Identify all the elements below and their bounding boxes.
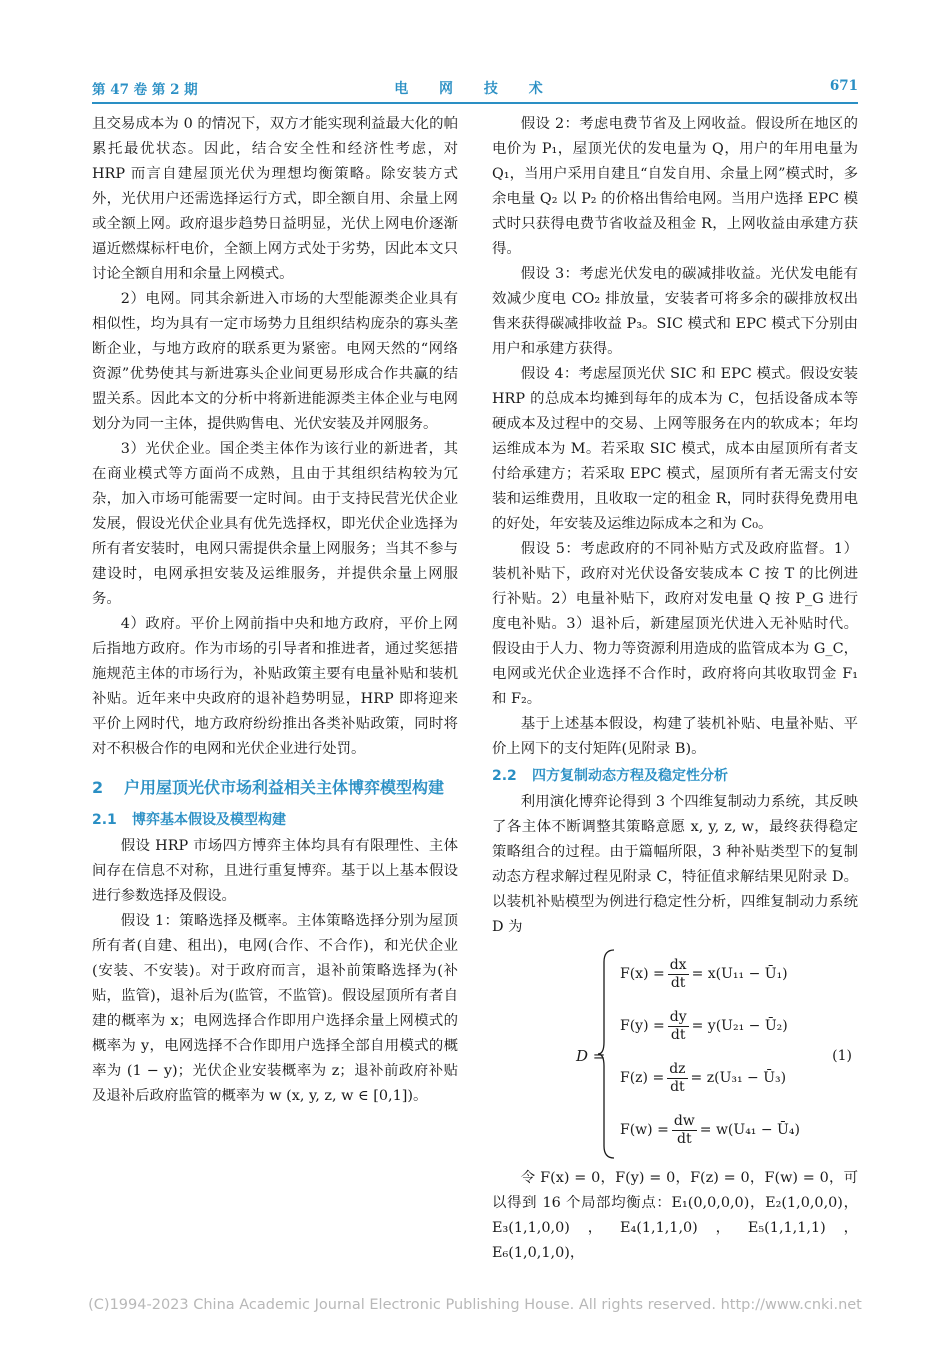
paragraph: 令 F(x) = 0，F(y) = 0，F(z) = 0，F(w) = 0，可以得到 16 个局部均衡点：E₁(0,0,0,0)，E₂(1,0,0,0)，E₃(1,1,0,0)，E₄(1,1,1,0)，E₅(1,1,1,1)，E₆(1,0,1,0)， [492, 1170, 858, 1261]
journal-name: 电 网 技 术 [394, 81, 556, 97]
paragraph: 基于上述基本假设，构建了装机补贴、电量补贴、平价上网下的支付矩阵(见附录 B)。 [492, 716, 858, 757]
equation-line [620, 1000, 820, 1052]
derivative-fraction [672, 1113, 697, 1148]
paragraph: 假设 3：考虑光伏发电的碳减排收益。光伏发电能有效减少度电 CO₂ 排放量，安装者可将多余的碳排放权出售来获得碳减排收益 P₃。SIC 模式和 EPC 模式下分别由用户和承建方获得。 [492, 266, 858, 357]
fraction-denominator: dt [676, 1130, 692, 1147]
equation-left: F(z) = [620, 1069, 665, 1086]
fraction-denominator: dt [670, 1026, 686, 1043]
equation-line [620, 1104, 820, 1156]
paragraph: 且交易成本为 0 的情况下，双方才能实现利益最大化的帕累托最优状态。因此，结合安全性和经济性考虑，对 HRP 而言自建屋顶光伏为理想均衡策略。除安装方式外，光伏用户还需选择运行方式，即全额自用、余量上网或全额上网。政府退步趋势日益明显，光伏上网电价逐渐逼近燃煤标杆电价，全额上网方式处于劣势，因此本文只讨论全额自用和余量上网模式。 [92, 116, 458, 282]
paragraph: 假设 2：考虑电费节省及上网收益。假设所在地区的电价为 P₁，屋顶光伏的发电量为 Q，用户的年用电量为 Q₁，当用户采用自建且“自发自用、余量上网”模式时，多余电量 Q₂ 以 P₂ 的价格出售给电网。当用户选择 EPC 模式时只获得电费节省收益及租金 R，上网收益由承建方获得。 [492, 116, 858, 257]
equation-right: = w(U₄₁ − Ū₄) [699, 1121, 800, 1138]
section-heading [92, 775, 458, 800]
equation-left: F(w) = [620, 1121, 669, 1138]
equation-left: F(x) = [620, 965, 665, 982]
paragraph: 假设 4：考虑屋顶光伏 SIC 和 EPC 模式。假设安装 HRP 的总成本均摊到每年的成本为 C，包括设备成本等硬成本及过程中的交易、上网等服务在内的软成本；年均运维成本为 M。若采取 SIC 模式，成本由屋顶所有者支付给承建方；若采取 EPC 模式，屋顶所有者无需支付安装和运维费用，且收取一定的租金 R，同时获得免费用电的好处，年安装及运维边际成本之和为 C₀。 [492, 366, 858, 532]
fraction-denominator: dt [670, 1078, 685, 1095]
running-header [92, 78, 858, 102]
subsection-title: 博弈基本假设及模型构建 [132, 812, 286, 828]
equation-line [620, 948, 820, 1000]
equation-block [492, 944, 858, 1164]
subsection-number: 2.1 [92, 812, 117, 828]
right-column [492, 112, 858, 1266]
paragraph: 3）光伏企业。国企类主体作为该行业的新进者，其在商业模式等方面尚不成熟，且由于其组织结构较为冗杂，加入市场可能需要一定时间。由于支持民营光伏企业发展，假设光伏企业具有优先选择权，即光伏企业选择为所有者安装时，电网只需提供余量上网服务；当其不参与建设时，电网承担安装及运维服务，并提供余量上网服务。 [92, 441, 458, 607]
equation-lhs: D = [576, 1047, 606, 1065]
equation-line [620, 1052, 820, 1104]
fraction-numerator: dz [669, 1060, 686, 1077]
subsection-number: 2.2 [492, 768, 517, 784]
fraction-numerator: dw [673, 1112, 695, 1129]
subsection-heading [92, 808, 458, 833]
equation-right: = z(U₃₁ − Ū₃) [690, 1069, 787, 1086]
equation-number: (1) [832, 1048, 852, 1064]
subsection-heading [492, 764, 858, 789]
derivative-fraction [668, 957, 689, 992]
fraction-numerator: dx [669, 956, 687, 973]
fraction-numerator: dy [669, 1008, 687, 1025]
paragraph: 假设 5：考虑政府的不同补贴方式及政府监督。1）装机补贴下，政府对光伏设备安装成本 C 按 T 的比例进行补贴。2）电量补贴下，政府对发电量 Q 按 P_G 进行度电补贴。3）退补后，新建屋顶光伏进入无补贴时代。假设由于人力、物力等资源利用造成的监管成本为 G_C，电网或光伏企业选择不合作时，政府将向其收取罚金 F₁ 和 F₂。 [492, 541, 858, 707]
journal-issue: 第 47 卷 第 2 期 [92, 82, 198, 98]
page-number: 671 [829, 78, 858, 94]
section-number: 2 [92, 778, 104, 797]
derivative-fraction [668, 1009, 689, 1044]
left-column [92, 112, 458, 1109]
paragraph: 利用演化博弈论得到 3 个四维复制动力系统，其反映了各主体不断调整其策略意愿 x, y, z, w，最终获得稳定策略组合的过程。由于篇幅所限，3 种补贴类型下的复制动态方程求解过程见附录 C，特征值求解结果见附录 D。以装机补贴模型为例进行稳定性分析，四维复制动力系统 D 为 [492, 794, 858, 935]
derivative-fraction [667, 1061, 687, 1096]
section-title: 户用屋顶光伏市场利益相关主体博弈模型构建 [124, 778, 445, 797]
equation-right: = x(U₁₁ − Ū₁) [691, 965, 788, 982]
subsection-title: 四方复制动态方程及稳定性分析 [532, 768, 728, 784]
curly-brace-icon [596, 948, 618, 1160]
equation-lines [620, 948, 820, 1156]
fraction-denominator: dt [670, 974, 686, 991]
copyright-footer: (C)1994-2023 China Academic Journal Electronic Publishing House. All rights reserved. http://www.cnki.net [88, 1297, 862, 1313]
equation-left: F(y) = [620, 1017, 665, 1034]
paragraph: 假设 1：策略选择及概率。主体策略选择分别为屋顶所有者(自建、租出)，电网(合作、不合作)，和光伏企业(安装、不安装)。对于政府而言，退补前策略选择为(补贴，监管)，退补后为(监管，不监管)。假设屋顶所有者自建的概率为 x；电网选择合作即用户选择余量上网模式的概率为 y，电网选择不合作即用户选择全部自用模式的概率为 (1 − y)；光伏企业安装概率为 z；退补前政府补贴及退补后政府监管的概率为 w (x, y, z, w ∈ [0,1])。 [92, 913, 458, 1104]
paragraph: 2）电网。同其余新进入市场的大型能源类企业具有相似性，均为具有一定市场势力且组织结构庞杂的寡头垄断企业，与地方政府的联系更为紧密。电网天然的“网络资源”优势使其与新进寡头企业间更易形成合作共赢的结盟关系。因此本文的分析中将新进能源类主体企业与电网划分为同一主体，提供购售电、光伏安装及并网服务。 [92, 291, 458, 432]
paragraph: 4）政府。平价上网前指中央和地方政府，平价上网后指地方政府。作为市场的引导者和推进者，通过奖惩措施规范主体的市场行为，补贴政策主要有电量补贴和装机补贴。近年来中央政府的退补趋势明显，HRP 即将迎来平价上网时代，地方政府纷纷推出各类补贴政策，同时将对不积极合作的电网和光伏企业进行处罚。 [92, 616, 458, 757]
header-rule [92, 102, 858, 104]
equation-right: = y(U₂₁ − Ū₂) [691, 1017, 788, 1034]
paragraph: 假设 HRP 市场四方博弈主体均具有有限理性、主体间存在信息不对称，且进行重复博弈。基于以上基本假设进行参数选择及假设。 [92, 838, 458, 904]
